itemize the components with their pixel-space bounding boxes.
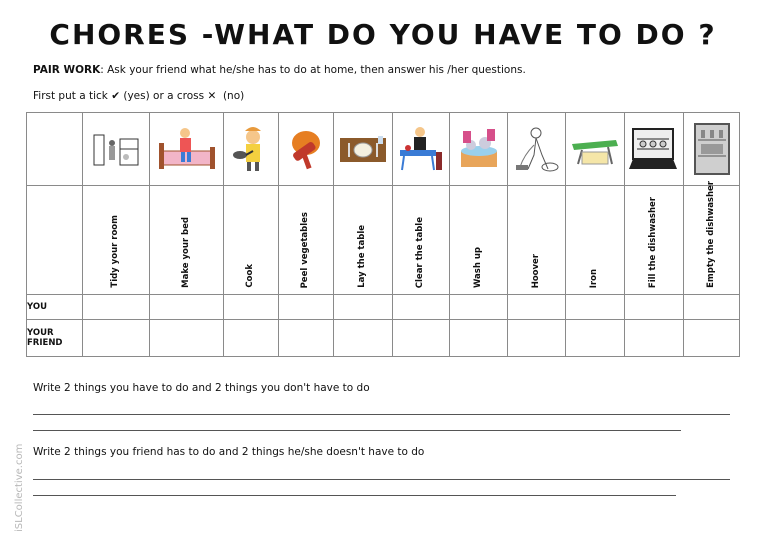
answer-cell[interactable]	[684, 295, 740, 320]
empty-dishwasher-icon	[692, 122, 732, 176]
chore-label: Fill the dishwasher	[648, 196, 658, 288]
tick-instruction-middle: (yes) or a cross	[120, 90, 208, 102]
chore-label-cell	[150, 186, 224, 295]
chore-label: Tidy your room	[110, 215, 120, 288]
answer-cell[interactable]	[450, 320, 508, 357]
chore-label-cell	[625, 186, 684, 295]
fill-dishwasher-icon	[629, 125, 679, 173]
chore-label: Make your bed	[180, 217, 191, 288]
tick-instruction	[33, 90, 244, 102]
answer-cell[interactable]	[625, 320, 684, 357]
answer-cell[interactable]	[508, 320, 566, 357]
tick-instruction-before: First put a tick	[33, 90, 112, 102]
answer-cell[interactable]	[684, 320, 740, 357]
tidy-room-icon	[88, 129, 144, 169]
answer-cell[interactable]	[393, 295, 450, 320]
cook-icon	[231, 125, 271, 173]
chore-picture	[150, 113, 224, 186]
make-bed-icon	[157, 125, 217, 173]
answer-line[interactable]	[33, 430, 681, 431]
chore-label-cell	[279, 186, 334, 295]
tick-icon: ✔	[111, 90, 121, 102]
pair-work-text: : Ask your friend what he/she has to do at home, then answer his /her questions.	[100, 64, 526, 76]
answer-cell[interactable]	[83, 320, 150, 357]
worksheet-title: CHORES -WHAT DO YOU HAVE TO DO ?	[49, 18, 717, 51]
chore-picture	[508, 113, 566, 186]
chore-label: Hoover	[530, 253, 541, 288]
chore-picture	[450, 113, 508, 186]
chore-label-cell	[566, 186, 625, 295]
chore-label-cell	[508, 186, 566, 295]
answer-cell[interactable]	[150, 320, 224, 357]
chore-picture	[334, 113, 393, 186]
chore-label: Cook	[245, 264, 255, 288]
you-row	[27, 295, 740, 320]
answer-cell[interactable]	[334, 320, 393, 357]
pair-work-instruction	[33, 64, 526, 76]
chore-label-cell	[684, 181, 740, 295]
wash-up-icon	[457, 125, 501, 173]
chore-label: Peel vegetables	[300, 211, 310, 288]
friend-row-label	[27, 320, 83, 357]
hoover-icon	[514, 125, 560, 173]
answer-cell[interactable]	[279, 320, 334, 357]
answer-cell[interactable]	[393, 320, 450, 357]
chore-label: Iron	[589, 268, 599, 288]
chore-label: Empty the dishwasher	[705, 181, 716, 288]
corner-cell	[27, 186, 83, 295]
pictures-row	[27, 113, 740, 186]
answer-cell[interactable]	[450, 295, 508, 320]
friend-row-label-line2: FRIEND	[27, 338, 63, 348]
chore-picture	[393, 113, 450, 186]
pair-work-label: PAIR WORK	[33, 64, 101, 76]
question-2: Write 2 things you friend has to do and 2 things he/she doesn't have to do	[33, 446, 425, 458]
chore-picture	[684, 113, 740, 186]
cross-icon: ✕	[207, 90, 217, 102]
watermark: iSLCollective.com	[14, 443, 25, 532]
answer-line[interactable]	[33, 479, 730, 480]
friend-row	[27, 320, 740, 357]
answer-cell[interactable]	[566, 320, 625, 357]
chore-label-cell	[334, 186, 393, 295]
answer-cell[interactable]	[224, 320, 279, 357]
chore-label: Clear the table	[415, 216, 425, 288]
corner-cell	[27, 113, 83, 186]
you-row-label: YOU	[27, 295, 83, 320]
answer-line[interactable]	[33, 495, 676, 496]
chore-picture	[83, 113, 150, 186]
answer-cell[interactable]	[625, 295, 684, 320]
lay-table-icon	[338, 132, 388, 166]
chore-label-cell	[83, 186, 150, 295]
answer-cell[interactable]	[150, 295, 224, 320]
chores-table	[26, 112, 740, 357]
answer-cell[interactable]	[224, 295, 279, 320]
chore-label-cell	[224, 186, 279, 295]
chore-label: Wash up	[472, 246, 483, 288]
answer-cell[interactable]	[508, 295, 566, 320]
answer-cell[interactable]	[566, 295, 625, 320]
answer-cell[interactable]	[279, 295, 334, 320]
friend-row-label-line1: YOUR	[27, 328, 54, 338]
clear-table-icon	[396, 124, 446, 174]
chore-picture	[279, 113, 334, 186]
peel-vegetables-icon	[284, 125, 328, 173]
answer-cell[interactable]	[334, 295, 393, 320]
chore-picture	[625, 113, 684, 186]
answer-cell[interactable]	[83, 295, 150, 320]
answer-line[interactable]	[33, 414, 730, 415]
chore-picture	[224, 113, 279, 186]
iron-icon	[570, 130, 620, 168]
tick-instruction-after: (no)	[216, 90, 245, 102]
chore-label-cell	[393, 186, 450, 295]
question-1: Write 2 things you have to do and 2 things you don't have to do	[33, 382, 370, 394]
labels-row	[27, 186, 740, 295]
chore-label: Lay the table	[357, 225, 367, 288]
chore-picture	[566, 113, 625, 186]
chore-label-cell	[450, 186, 508, 295]
